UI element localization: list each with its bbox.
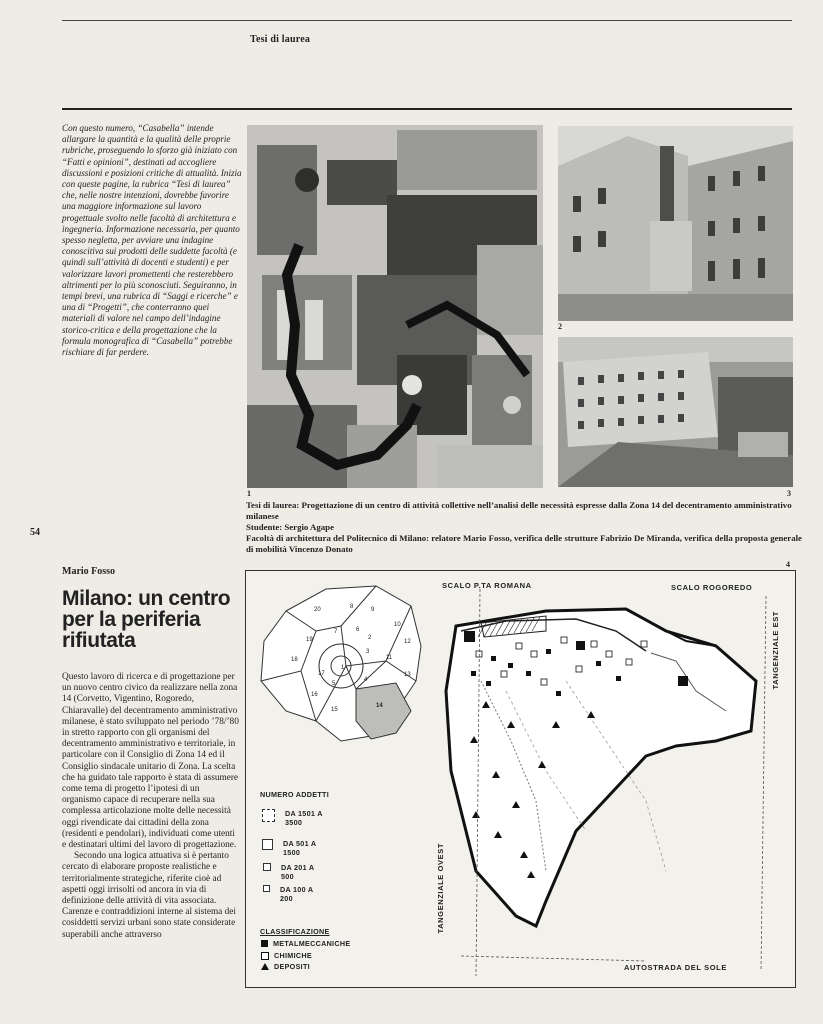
triangle-icon bbox=[261, 963, 269, 970]
zone-label: 15 bbox=[331, 707, 338, 713]
label-scalo-rogoredo: SCALO ROGOREDO bbox=[671, 583, 753, 592]
map-drawing bbox=[246, 571, 795, 987]
collage-image bbox=[247, 125, 543, 488]
label-autostrada: AUTOSTRADA DEL SOLE bbox=[624, 963, 727, 972]
legend-row bbox=[261, 962, 310, 971]
zone-label: 19 bbox=[306, 637, 313, 643]
legend-row bbox=[261, 951, 312, 960]
zone-label: 5 bbox=[332, 681, 336, 687]
zone-label: 13 bbox=[404, 672, 411, 678]
zone-label: 8 bbox=[350, 604, 354, 610]
zone-label-highlighted: 14 bbox=[376, 703, 383, 709]
article-author: Mario Fosso bbox=[62, 566, 116, 577]
article-title: Milano: un centro per la periferia rifiutata bbox=[62, 587, 231, 652]
label-tangenziale-ovest: TANGENZIALE OVEST bbox=[436, 843, 445, 934]
legend-label: DA 100 A 200 bbox=[280, 885, 314, 903]
header-rule bbox=[62, 108, 792, 110]
zone-label: 4 bbox=[364, 677, 368, 683]
zone-label: 9 bbox=[371, 607, 375, 613]
photo-street bbox=[558, 126, 793, 321]
figure-number-4: 4 bbox=[786, 560, 790, 569]
zone-label: 18 bbox=[291, 657, 298, 663]
article-paragraph: Questo lavoro di ricerca e di progettazione per un nuovo centro civico da realizzare nella zona 14 (Corvetto, Vigentino, Rogoredo, Chiaravalle) del decentramento amministrativo milanese, è stato sviluppato nel periodo ’78/’80 in stretto rapporto con gli organismi del decentramento amministrativo e territoriale, in particolare con il Consiglio di Zona 14 ed il Consiglio sindacale unitario di Zona. La scelta che ha guidato tale rapporto è stata di assumere come tema di progetto l’ipotesi di un organismo capace di recuperare nella sua complessa articolazione molte delle necessità oggi rivendicate dai cittadini della zona (residenti e pendolari), individuati come utenti e destinatari ultimi del lavoro di progettazione. bbox=[62, 672, 239, 851]
legend-row bbox=[261, 939, 350, 948]
intro-text: Con questo numero, “Casabella” intende allargare la quantità e la qualità delle proprie rubriche, proseguendo lo sforzo già iniziato con “Fatti e opinioni”, destinati ad accogliere discussioni e posizioni critiche di attualità. Inizia con queste pagine, la rubrica “Tesi di laurea” che, nelle nostre intenzioni, dovrebbe favorire una maggiore informazione sul lavoro progettuale svolto nelle facoltà di architettura e ingegneria. Informazione necessaria, per quanto spesso negletta, per avviare una indagine conoscitiva sui prodotti delle suddette facoltà (e quindi sull’attività di docenti e studenti) e per valorizzare lavori promettenti che resterebbero altrimenti per lo più sconosciuti. Seguiranno, in tempi brevi, una rubrica di “Saggi e ricerche” e una di “Progetti”, che conterranno quei materiali di valore nel campo dell’indagine storico-critica e della progettazione che la formula monografica di “Casabella” potrebbe rischiare di far perdere. bbox=[62, 123, 242, 358]
section-header: Tesi di laurea bbox=[250, 34, 311, 45]
caption-faculty: Facoltà di architettura del Politecnico di Milano: relatore Mario Fosso, verifica delle strutture Fabrizio De Miranda, verifica della proposta generale di mobilità Vincenzo Donato bbox=[246, 533, 802, 554]
square-tiny-icon bbox=[263, 885, 270, 892]
zone14-map bbox=[446, 589, 766, 976]
top-rule bbox=[62, 20, 792, 21]
label-tangenziale-est: TANGENZIALE EST bbox=[771, 611, 780, 690]
legend-label: METALMECCANICHE bbox=[273, 939, 351, 948]
street-image bbox=[558, 126, 793, 321]
figure-caption bbox=[246, 500, 806, 555]
legend-label: DA 501 A 1500 bbox=[283, 839, 317, 857]
legend-row bbox=[263, 885, 313, 903]
filled-square-icon bbox=[261, 940, 268, 947]
city-zones-map bbox=[261, 586, 421, 741]
zone-label: 2 bbox=[368, 635, 372, 641]
legend-row bbox=[263, 863, 314, 881]
caption-student: Studente: Sergio Agape bbox=[246, 522, 334, 532]
square-medium-icon bbox=[262, 839, 273, 850]
legend-row bbox=[262, 839, 316, 857]
zone-label: 17 bbox=[318, 671, 325, 677]
legend-label: DA 1501 A 3500 bbox=[285, 809, 323, 827]
square-large-icon bbox=[262, 809, 275, 822]
zone-label: 20 bbox=[314, 607, 321, 613]
square-small-icon bbox=[263, 863, 271, 871]
figure-number-3: 3 bbox=[787, 489, 791, 498]
legend-classificazione-title: CLASSIFICAZIONE bbox=[260, 927, 330, 936]
legend-row bbox=[262, 809, 323, 827]
figure-number-1: 1 bbox=[247, 489, 251, 498]
photo-aerial bbox=[558, 337, 793, 487]
zone-label: 3 bbox=[366, 649, 370, 655]
page-number: 54 bbox=[30, 527, 40, 538]
zone-label: 7 bbox=[334, 629, 338, 635]
zone-label: 1 bbox=[341, 665, 345, 671]
zone-label: 16 bbox=[311, 692, 318, 698]
zone-label: 12 bbox=[404, 639, 411, 645]
legend-label: DA 201 A 500 bbox=[281, 863, 315, 881]
zone-label: 10 bbox=[394, 622, 401, 628]
zone-label: 11 bbox=[386, 655, 393, 661]
legend-addetti-title: NUMERO ADDETTI bbox=[260, 790, 330, 799]
map-figure bbox=[245, 570, 796, 988]
article-body bbox=[62, 672, 240, 941]
photo-collage bbox=[247, 125, 543, 488]
open-square-icon bbox=[261, 952, 269, 960]
label-scalo-romana: SCALO P.TA ROMANA bbox=[442, 581, 532, 590]
aerial-image bbox=[558, 337, 793, 487]
legend-label: CHIMICHE bbox=[274, 951, 312, 960]
article-paragraph: Secondo una logica attuativa si è pertanto cercato di elaborare proposte realistiche e territorialmente strategiche, riferite cioè ad aspetti oggi irrisolti od ancora in via di definizione delle attività di vita associata. Carenze e contraddizioni interne al sistema dei cosiddetti servizi urbani sono state considerate superabili anche attraverso bbox=[62, 851, 236, 940]
caption-title: Tesi di laurea: Progettazione di un centro di attività collettive nell’analisi delle necessità espresse dalla Zona 14 del decentramento amministrativo milanese bbox=[246, 500, 792, 521]
figure-number-2: 2 bbox=[558, 322, 562, 331]
zone-label: 6 bbox=[356, 627, 360, 633]
legend-label: DEPOSITI bbox=[274, 962, 310, 971]
